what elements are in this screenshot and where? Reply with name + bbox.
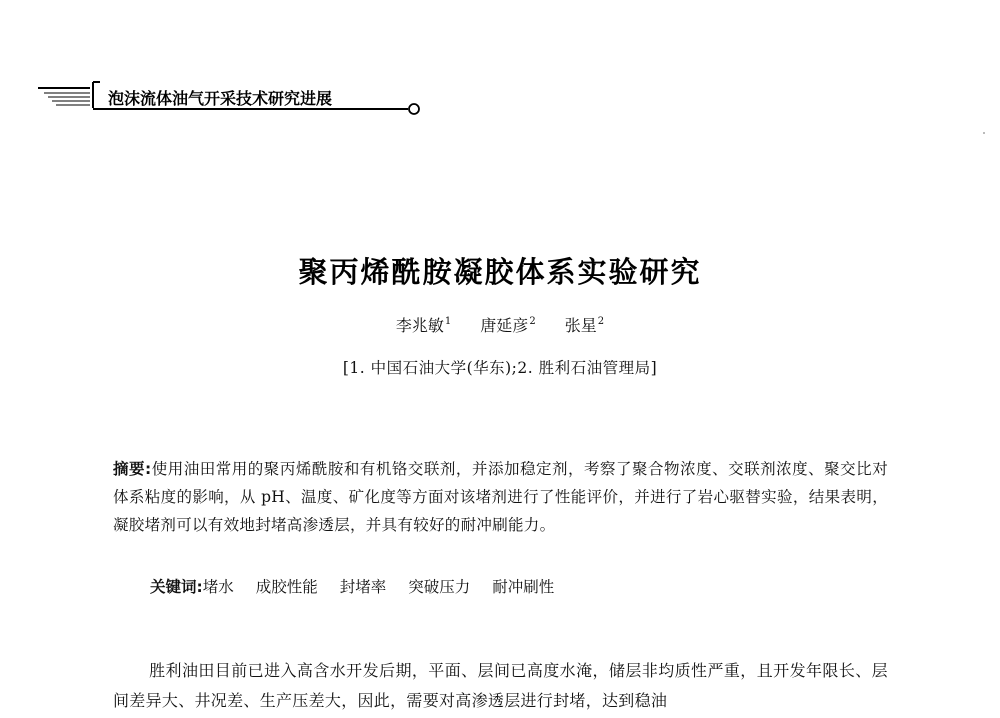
affiliation-mark: 2	[597, 316, 605, 327]
keyword: 成胶性能	[255, 578, 318, 596]
header-section-title: 泡沫流体油气开采技术研究进展	[108, 89, 333, 108]
author-list	[0, 313, 1000, 336]
scan-speck	[983, 132, 985, 134]
affiliation-mark: 2	[529, 316, 536, 327]
keyword: 突破压力	[408, 578, 471, 596]
keyword: 封堵率	[339, 578, 387, 596]
abstract-label: 摘要:	[113, 460, 152, 478]
running-header	[38, 76, 428, 116]
affiliation-line: [1. 中国石油大学(华东);2. 胜利石油管理局]	[342, 359, 658, 377]
abstract	[113, 455, 888, 539]
paper-title: 聚丙烯酰胺凝胶体系实验研究	[298, 255, 702, 289]
author: 张星$^2$	[564, 316, 605, 335]
author: 李兆敏$^1$	[395, 316, 452, 335]
affiliation-mark: 1	[444, 316, 452, 327]
keyword: 堵水	[202, 578, 234, 596]
keyword: 耐冲刷性	[492, 578, 555, 596]
abstract-text: 使用油田常用的聚丙烯酰胺和有机铬交联剂，并添加稳定剂，考察了聚合物浓度、交联剂浓度、聚交比对体系粘度的影响，从 pH、温度、矿化度等方面对该堵剂进行了性能评价，并进行了岩心驱替实验，结果表明，凝胶堵剂可以有效地封堵高渗透层，并具有较好的耐冲刷能力。	[113, 460, 888, 534]
author: 唐延彦$^2$	[480, 316, 536, 335]
keywords-label: 关键词:	[150, 578, 203, 596]
keywords	[150, 575, 576, 597]
body-paragraph: 胜利油田目前已进入高含水开发后期，平面、层间已高度水淹，储层非均质性严重，且开发年限长、层间差异大、井况差、生产压差大，因此，需要对高渗透层进行封堵，达到稳油	[113, 661, 888, 710]
